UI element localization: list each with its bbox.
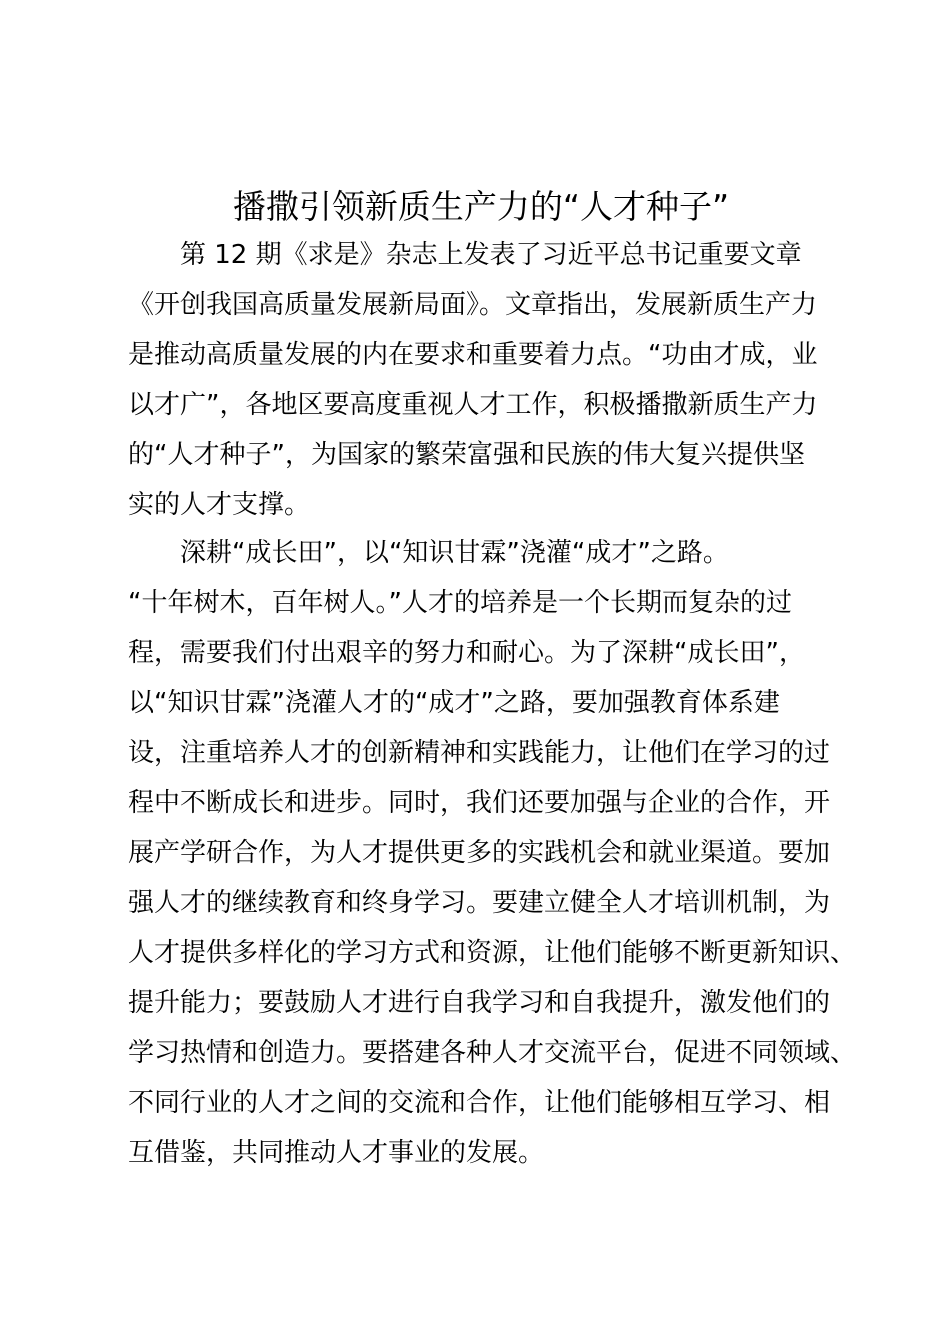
document-title: 播撒引领新质生产力的“人才种子” [232,187,730,226]
paragraph-line: 学习热情和创造力。要搭建各种人才交流平台，促进不同领域、 [128,1038,857,1068]
paragraph-line: 实的人才支撑。 [128,490,311,520]
paragraph-line: 设，注重培养人才的创新精神和实践能力，让他们在学习的过 [128,738,831,768]
paragraph-line: 第 12 期《求是》杂志上发表了习近平总书记重要文章 [180,240,802,270]
paragraph-line: 互借鉴，共同推动人才事业的发展。 [128,1138,545,1168]
paragraph-1 [128,230,834,530]
paragraph-line: 程，需要我们付出艰辛的努力和耐心。为了深耕“成长田”， [128,638,805,668]
paragraph-line: 是推动高质量发展的内在要求和重要着力点。“功由才成，业 [128,340,818,370]
paragraph-line: 人才提供多样化的学习方式和资源，让他们能够不断更新知识、 [128,938,857,968]
paragraph-line: 以才广”，各地区要高度重视人才工作，积极播撒新质生产力 [128,390,818,420]
paragraph-line: 以“知识甘霖”浇灌人才的“成才”之路，要加强教育体系建 [128,688,780,718]
paragraph-line: 《开创我国高质量发展新局面》。文章指出，发展新质生产力 [128,290,818,320]
paragraph-line: 提升能力；要鼓励人才进行自我学习和自我提升，激发他们的 [128,988,831,1018]
paragraph-line: 的“人才种子”，为国家的繁荣富强和民族的伟大复兴提供坚 [128,440,805,470]
paragraph-line: “十年树木，百年树人。”人才的培养是一个长期而复杂的过 [128,588,792,618]
paragraph-line: 展产学研合作，为人才提供更多的实践机会和就业渠道。要加 [128,838,831,868]
paragraph-line: 深耕“成长田”，以“知识甘霖”浇灌“成才”之路。 [180,538,729,568]
paragraph-line: 不同行业的人才之间的交流和合作，让他们能够相互学习、相 [128,1088,831,1118]
paragraph-line: 程中不断成长和进步。同时，我们还要加强与企业的合作，开 [128,788,831,818]
paragraph-line: 强人才的继续教育和终身学习。要建立健全人才培训机制，为 [128,888,831,918]
paragraph-2 [128,528,857,1178]
